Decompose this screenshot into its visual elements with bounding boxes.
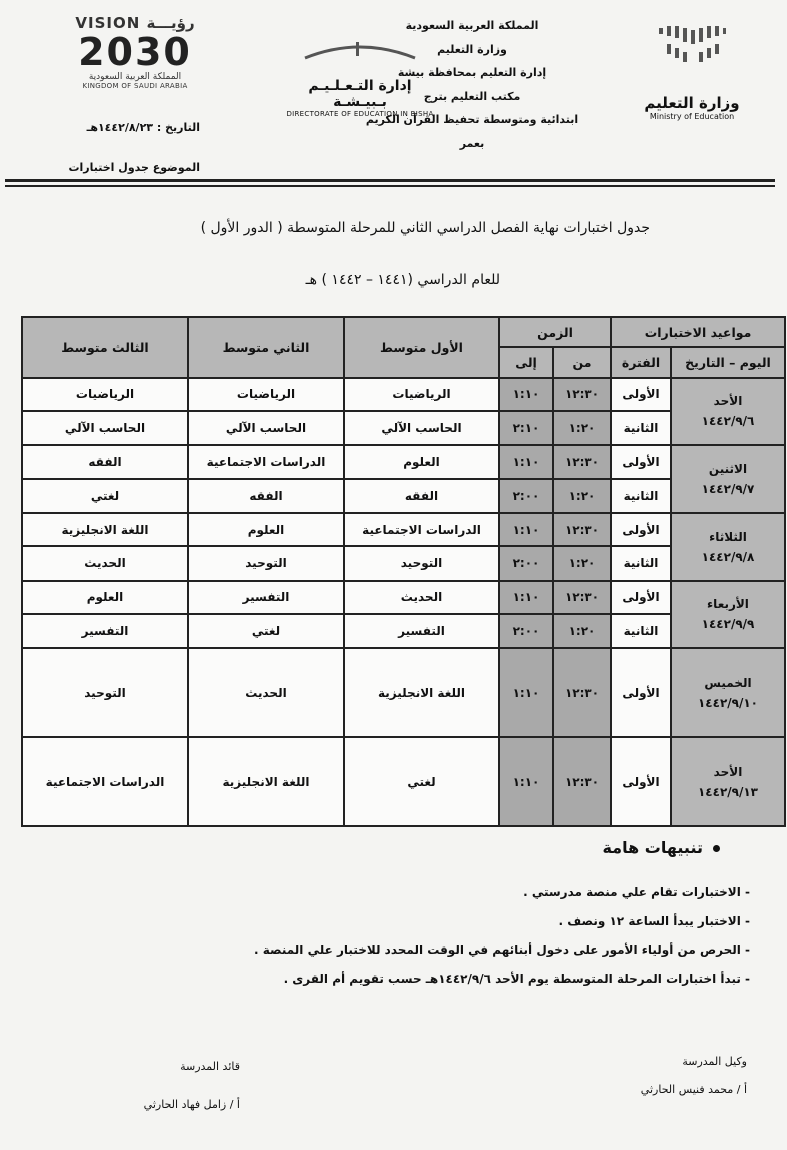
period-cell: الثانية [611, 546, 671, 580]
grade-3-cell: الحديث [22, 546, 188, 580]
day-date: ١٤٤٢/٩/٧ [701, 482, 755, 497]
period-cell: الأولى [611, 648, 671, 737]
period-cell: الأولى [611, 513, 671, 546]
bisha-logo-ar: إدارة التـعـلـيـم بـبيـشـة [308, 78, 412, 110]
header-to: إلى [499, 347, 553, 377]
notes-list [240, 878, 750, 994]
header-time: الزمن [499, 317, 611, 347]
period-cell: الثانية [611, 614, 671, 648]
grade-3-cell: التفسير [22, 614, 188, 648]
table-row [22, 546, 785, 580]
table-row [22, 737, 785, 826]
period-cell: الأولى [611, 445, 671, 478]
to-cell: ١:١٠ [499, 513, 553, 546]
from-cell: ١:٢٠ [553, 614, 611, 648]
header-schedule: مواعيد الاختبارات [611, 317, 785, 347]
table-row [22, 411, 785, 445]
moe-logo-icon [657, 24, 727, 84]
day-date: ١٤٤٢/٩/٨ [701, 549, 755, 564]
exam-schedule-table [21, 316, 786, 827]
to-cell: ١:١٠ [499, 445, 553, 478]
period-cell: الثانية [611, 479, 671, 513]
ministry-line: المملكة العربية السعودية [405, 19, 539, 32]
moe-logo-ar: وزارة التعليم [644, 94, 740, 112]
table-row [22, 513, 785, 546]
grade-3-cell: التوحيد [22, 648, 188, 737]
grade-3-cell: العلوم [22, 581, 188, 614]
day-date: ١٤٤٢/٩/٩ [701, 617, 755, 632]
note-item: - الاختبار يبدأ الساعة ١٢ ونصف . [558, 914, 750, 928]
to-cell: ٢:٠٠ [499, 614, 553, 648]
grade-3-cell: الفقه [22, 445, 188, 478]
notes-title [560, 838, 720, 857]
grade-2-cell: اللغة الانجليزية [188, 737, 344, 826]
day-date-cell [671, 378, 785, 446]
to-cell: ٢:٠٠ [499, 546, 553, 580]
to-cell: ١:١٠ [499, 581, 553, 614]
to-cell: ١:١٠ [499, 737, 553, 826]
to-cell: ١:١٠ [499, 378, 553, 411]
from-cell: ١٢:٣٠ [553, 737, 611, 826]
grade-1-cell: العلوم [344, 445, 499, 478]
grade-2-cell: الفقه [188, 479, 344, 513]
grade-2-cell: الرياضيات [188, 378, 344, 411]
period-cell: الأولى [611, 378, 671, 411]
header-grade-3: الثالث متوسط [22, 317, 188, 378]
grade-2-cell: التوحيد [188, 546, 344, 580]
to-cell: ٢:٠٠ [499, 479, 553, 513]
day-date-cell [671, 737, 785, 826]
header-grade-1: الأول متوسط [344, 317, 499, 378]
letter-subject: الموضوع جدول اختبارات [68, 161, 200, 174]
table-row [22, 445, 785, 478]
grade-3-cell: لغتي [22, 479, 188, 513]
day-date: ١٤٤٢/٩/٦ [701, 414, 755, 429]
day-date-cell [671, 648, 785, 737]
day-date: ١٤٤٢/٩/١٣ [697, 784, 759, 799]
ministry-line: وزارة التعليم [437, 42, 507, 56]
grade-3-cell: الرياضيات [22, 378, 188, 411]
period-cell: الأولى [611, 737, 671, 826]
grade-1-cell: لغتي [344, 737, 499, 826]
from-cell: ١٢:٣٠ [553, 648, 611, 737]
vision-year: 2030 [78, 30, 192, 74]
from-cell: ١:٢٠ [553, 546, 611, 580]
building-icon [300, 40, 420, 60]
header-divider [5, 179, 775, 182]
signature-principal [60, 1048, 240, 1124]
grade-1-cell: الرياضيات [344, 378, 499, 411]
note-item: - الاختبارات تقام علي منصة مدرستي . [523, 885, 750, 899]
table-row [22, 581, 785, 614]
bisha-logo-en: DIRECTORATE OF EDUCATION IN BISHA [286, 110, 434, 118]
table-row [22, 378, 785, 411]
moe-logo-en: Ministry of Education [649, 112, 735, 121]
from-cell: ١٢:٣٠ [553, 581, 611, 614]
from-cell: ١:٢٠ [553, 479, 611, 513]
vision-country-ar: المملكة العربية السعودية [88, 72, 182, 82]
period-cell: الثانية [611, 411, 671, 445]
grade-1-cell: التفسير [344, 614, 499, 648]
grade-2-cell: الحاسب الآلي [188, 411, 344, 445]
day-date: ١٤٤٢/٩/١٠ [697, 695, 759, 710]
vision-country-en: KINGDOM OF SAUDI ARABIA [82, 82, 188, 90]
to-cell: ١:١٠ [499, 648, 553, 737]
ministry-line: إدارة التعليم بمحافظة بيشة [397, 66, 547, 79]
bullet-icon [713, 845, 720, 852]
day-date-cell [671, 581, 785, 649]
grade-3-cell: الحاسب الآلي [22, 411, 188, 445]
table-row [22, 614, 785, 648]
ministry-line: بعمر [459, 136, 485, 150]
grade-2-cell: الحديث [188, 648, 344, 737]
day-name: الخميس [704, 675, 752, 690]
from-cell: ١:٢٠ [553, 411, 611, 445]
signature-deputy [547, 1048, 747, 1104]
header-day-date: اليوم – التاريخ [671, 347, 785, 377]
period-cell: الأولى [611, 581, 671, 614]
header-grade-2: الثاني متوسط [188, 317, 344, 378]
letter-meta [40, 108, 200, 188]
signature-name: أ / زامل فهاد الحارثي [143, 1098, 240, 1111]
from-cell: ١٢:٣٠ [553, 378, 611, 411]
table-row [22, 648, 785, 737]
day-date-cell [671, 445, 785, 513]
day-name: الأحد [713, 764, 743, 779]
table-row [22, 479, 785, 513]
header-divider-thin [5, 185, 775, 187]
grade-1-cell: التوحيد [344, 546, 499, 580]
day-name: الثلاثاء [709, 529, 747, 544]
grade-2-cell: العلوم [188, 513, 344, 546]
from-cell: ١٢:٣٠ [553, 513, 611, 546]
ministry-line: ابتدائية ومتوسطة تحفيظ القرآن الكريم [365, 113, 579, 126]
note-item: - تبدأ اختبارات المرحلة المتوسطة يوم الأحد ١٤٤٢/٩/٦هـ حسب تقويم أم القرى . [283, 972, 750, 986]
signature-role: وكيل المدرسة [682, 1055, 747, 1068]
page-subtitle: للعام الدراسي (١٤٤١ – ١٤٤٢ ) هـ [305, 272, 500, 288]
day-name: الأربعاء [707, 597, 749, 612]
page-title: جدول اختبارات نهاية الفصل الدراسي الثاني للمرحلة المتوسطة ( الدور الأول ) [200, 220, 650, 236]
header-period: الفترة [611, 347, 671, 377]
grade-2-cell: لغتي [188, 614, 344, 648]
grade-1-cell: الدراسات الاجتماعية [344, 513, 499, 546]
grade-1-cell: الفقه [344, 479, 499, 513]
letter-date: التاريخ : ١٤٤٢/٨/٢٣هـ [86, 121, 200, 134]
grade-1-cell: اللغة الانجليزية [344, 648, 499, 737]
vision-top: VISION رؤيـــة [75, 14, 195, 32]
signature-name: أ / محمد فنيس الحارثي [640, 1083, 747, 1096]
note-item: - الحرص من أولياء الأمور على دخول أبنائهم في الوقت المحدد للاختبار علي المنصة . [254, 943, 750, 957]
day-name: الاثنين [708, 462, 748, 477]
bisha-logo [280, 40, 440, 118]
grade-2-cell: التفسير [188, 581, 344, 614]
ministry-line: مكتب التعليم بترج [423, 89, 521, 103]
signature-role: قائد المدرسة [180, 1060, 240, 1073]
moe-logo [637, 24, 747, 121]
grade-1-cell: الحديث [344, 581, 499, 614]
notes-title-text: تنبيهات هامة [602, 838, 703, 857]
grade-2-cell: الدراسات الاجتماعية [188, 445, 344, 478]
header-from: من [553, 347, 611, 377]
day-name: الأحد [713, 394, 743, 409]
grade-1-cell: الحاسب الآلي [344, 411, 499, 445]
grade-3-cell: الدراسات الاجتماعية [22, 737, 188, 826]
grade-3-cell: اللغة الانجليزية [22, 513, 188, 546]
from-cell: ١٢:٣٠ [553, 445, 611, 478]
to-cell: ٢:١٠ [499, 411, 553, 445]
day-date-cell [671, 513, 785, 581]
vision-2030-logo [60, 14, 210, 90]
